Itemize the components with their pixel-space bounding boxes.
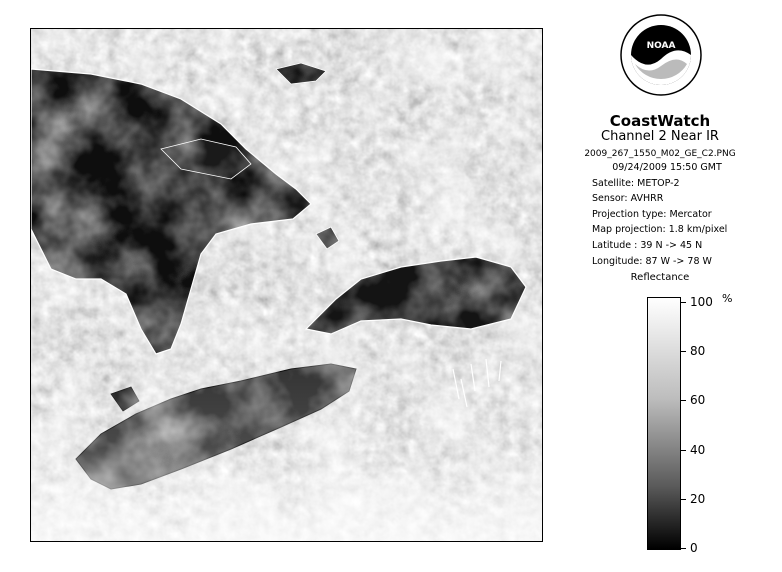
longitude-text: Longitude: 87 W -> 78 W	[592, 255, 712, 267]
scale-tick	[681, 450, 686, 451]
reflectance-colorbar	[647, 297, 681, 550]
page-title: CoastWatch	[609, 112, 711, 130]
scale-tick	[681, 400, 686, 401]
scale-tick-label: 40	[690, 443, 706, 457]
info-header	[560, 112, 760, 161]
map-projection-text: Map projection: 1.8 km/pixel	[592, 224, 728, 236]
scale-unit: %	[722, 292, 733, 305]
channel-subtitle: Channel 2 Near IR	[601, 129, 719, 144]
scale-tick	[681, 351, 686, 352]
cloud-haze	[31, 329, 543, 542]
scale-tick-label: 20	[690, 492, 706, 506]
datetime-text: 09/24/2009 15:50 GMT	[612, 162, 722, 173]
projection-type-text: Projection type: Mercator	[592, 208, 712, 220]
scale-tick-label: 80	[690, 344, 706, 358]
sensor-text: Sensor: AVHRR	[592, 193, 664, 205]
scale-tick	[681, 548, 686, 549]
scale-title: Reflectance	[630, 272, 690, 283]
scale-tick	[681, 499, 686, 500]
noaa-seal-icon	[620, 14, 702, 96]
scale-tick-label: 60	[690, 393, 706, 407]
metadata-list	[592, 160, 772, 269]
satellite-image-canvas	[31, 29, 543, 542]
logo-text: NOAA	[646, 41, 676, 51]
file-name: 2009_267_1550_M02_GE_C2.PNG	[584, 149, 736, 159]
satellite-image	[30, 28, 543, 542]
latitude-text: Latitude : 39 N -> 45 N	[592, 239, 703, 251]
satellite-text: Satellite: METOP-2	[592, 177, 680, 189]
scale-tick	[681, 302, 686, 303]
scale-tick-label: 100	[690, 295, 713, 309]
scale-tick-label: 0	[690, 541, 698, 555]
